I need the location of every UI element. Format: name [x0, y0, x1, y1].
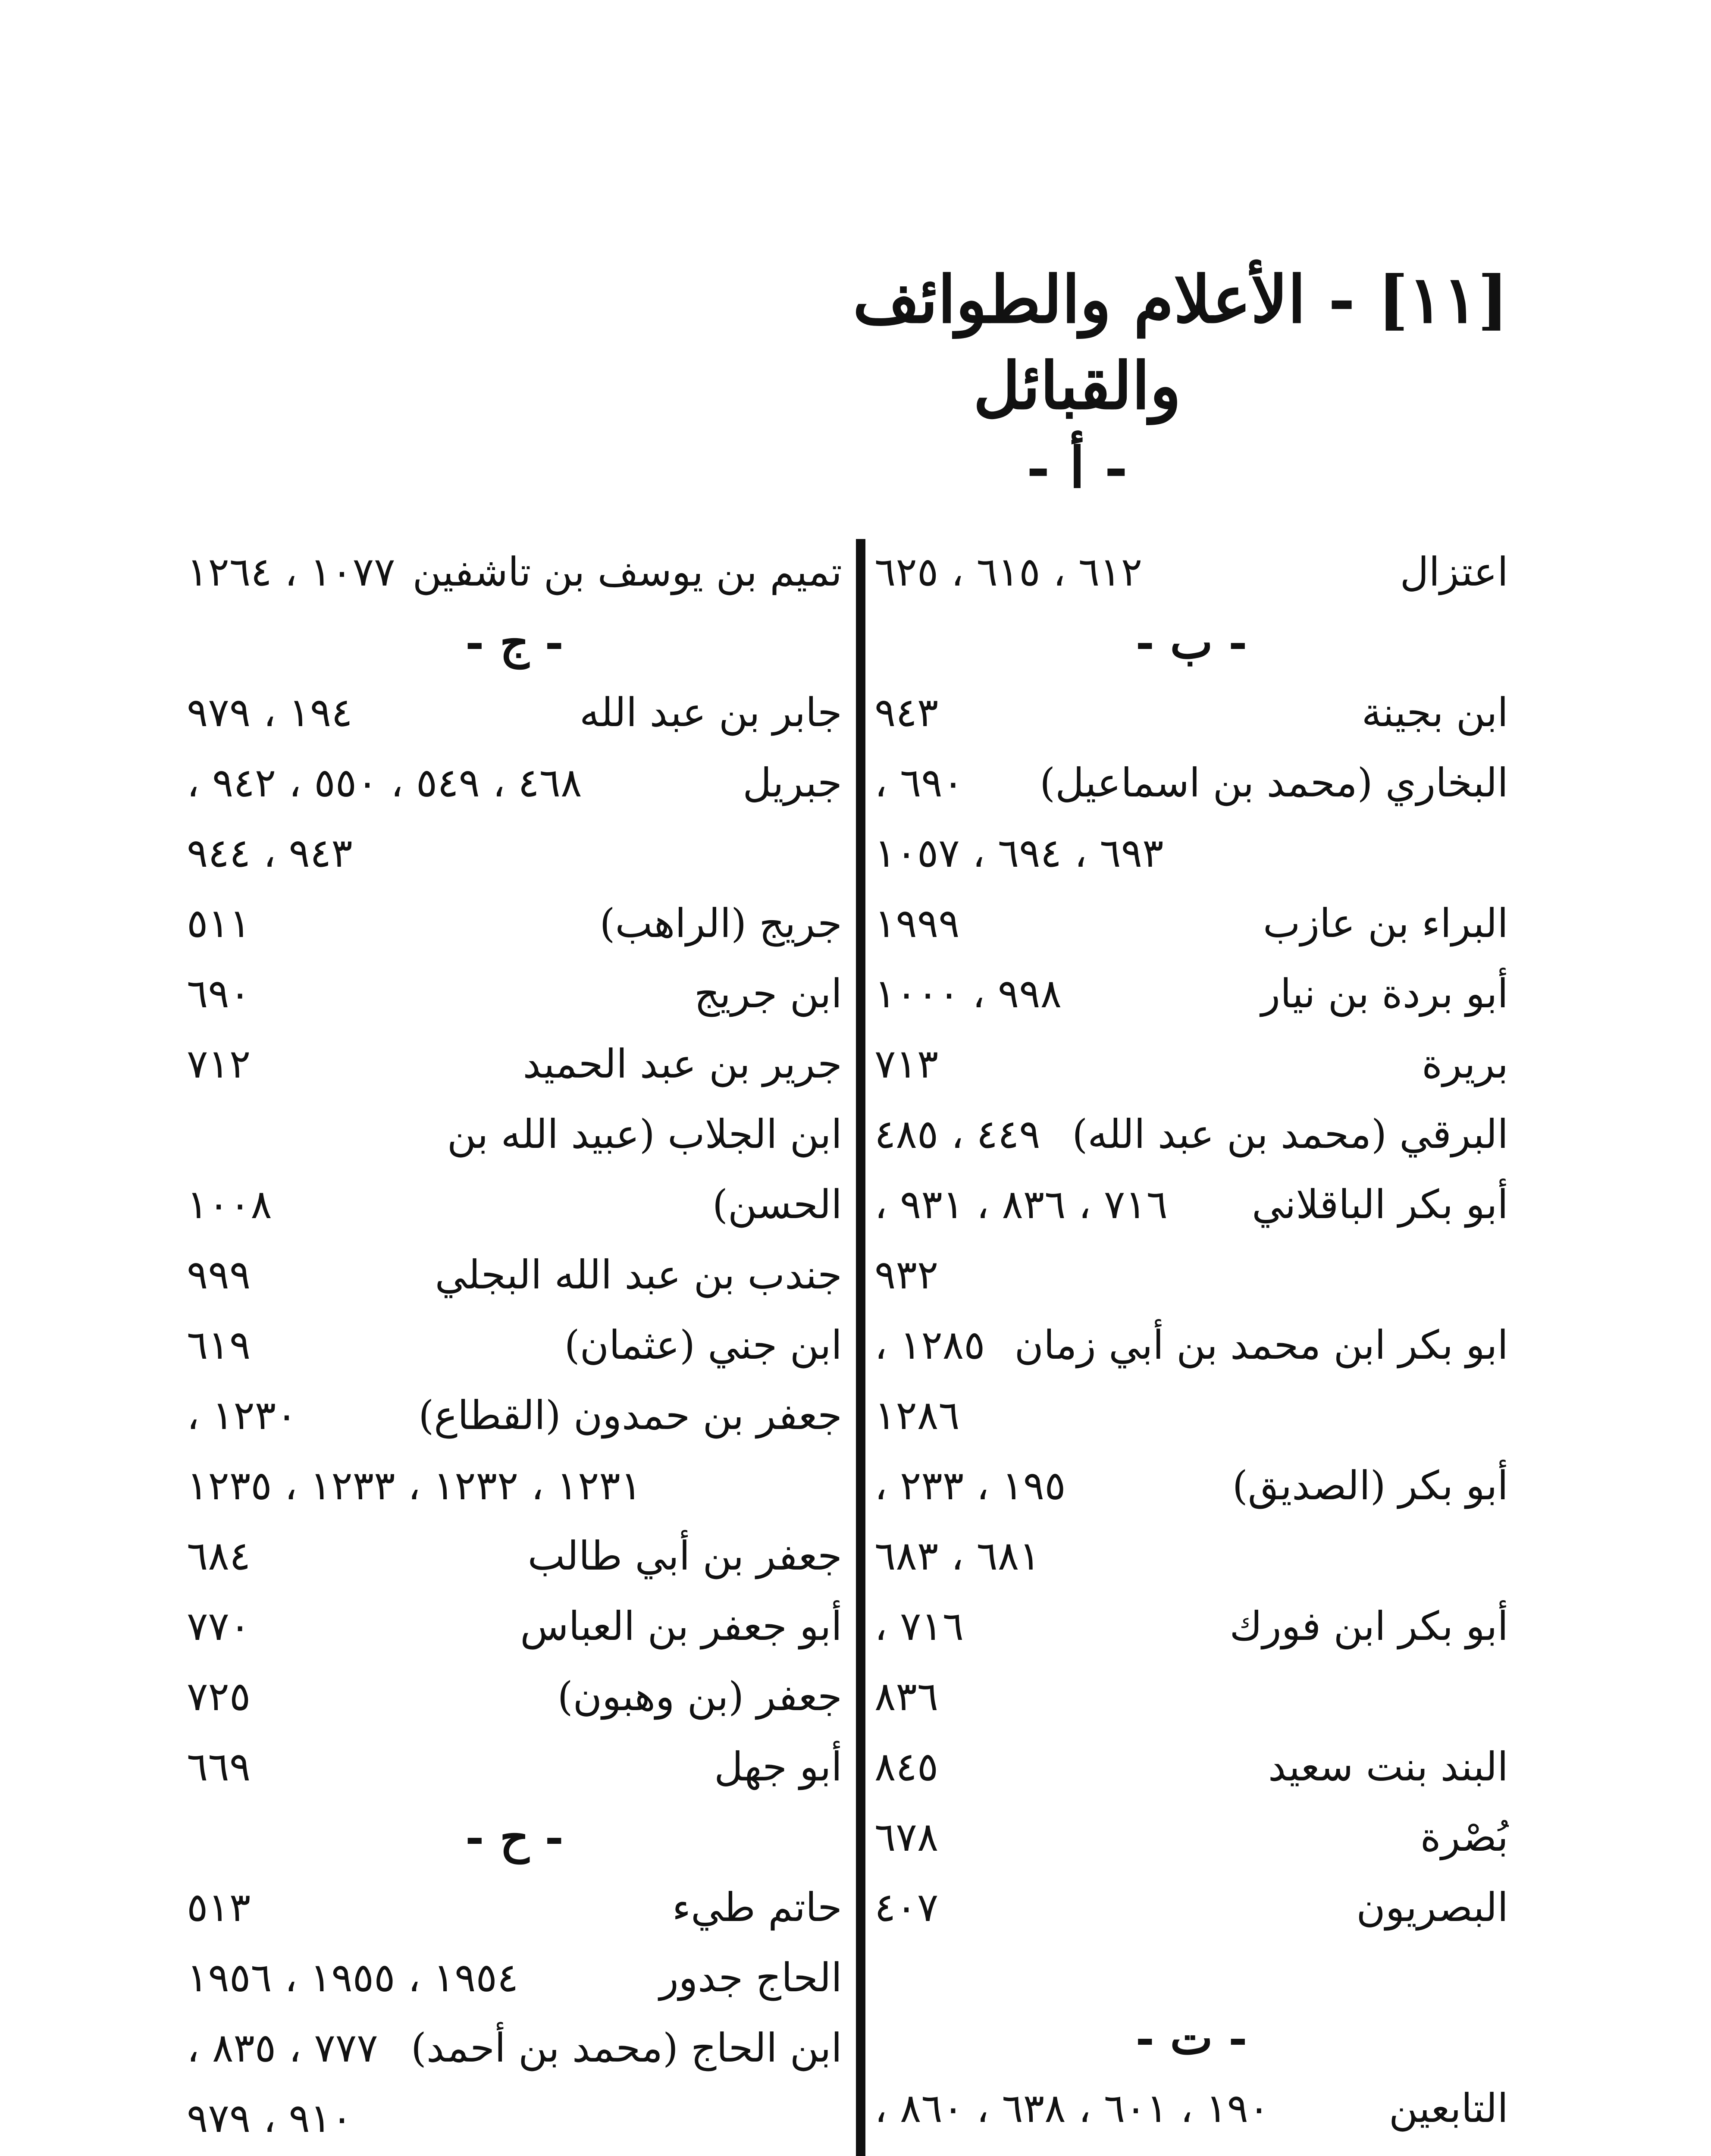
- section-heading: - ت -: [1135, 2011, 1247, 2065]
- page-title: [١١] - الأعلام والطوائف: [852, 262, 1508, 338]
- entry-page-refs: ٨٣٦: [874, 1673, 939, 1720]
- entry-page-refs: ٩٤٣ ، ٩٤٤: [187, 830, 353, 876]
- entry-page-refs: ١٩٩٩: [874, 900, 960, 946]
- index-column-right: [874, 537, 1508, 2156]
- entry-name: ابن بجينة: [1361, 689, 1508, 736]
- entry-page-refs: ١٩٤ ، ٩٧٩: [187, 689, 353, 736]
- entry-page-refs: ١٠٠٨: [187, 1181, 272, 1228]
- entry-page-refs: ١٩٥٤ ، ١٩٥٥ ، ١٩٥٦: [187, 1955, 519, 2001]
- entry-page-refs: ٤٠٧: [874, 1884, 939, 1930]
- entry-name: أبو بكر الباقلاني: [1252, 1181, 1508, 1228]
- entry-name: ابن الحاج (محمد بن أحمد): [411, 2025, 842, 2071]
- index-entry: [874, 959, 1508, 1029]
- index-entry: [874, 677, 1508, 748]
- entry-name: جبريل: [743, 760, 842, 806]
- index-entry: [187, 1451, 842, 1521]
- entry-page-refs: ٤٤٩ ، ٤٨٥: [874, 1111, 1040, 1157]
- entry-name: جريج (الراهب): [599, 900, 842, 946]
- entry-page-refs: ٧١٢: [187, 1041, 251, 1087]
- entry-page-refs: ١٢٣٠ ،: [187, 1392, 298, 1438]
- entry-name: حاتم طيء: [672, 1884, 842, 1930]
- entry-page-refs: ١٠٧٧ ، ١٢٦٤: [187, 549, 395, 595]
- entry-name: البصريون: [1356, 1884, 1508, 1930]
- entry-name: بريرة: [1422, 1041, 1508, 1087]
- index-entry: [874, 2073, 1508, 2143]
- index-entry: [187, 959, 842, 1029]
- entry-page-refs: ٦٧٨: [874, 1814, 939, 1860]
- index-entry: [874, 1451, 1508, 1521]
- entry-page-refs: ٦٨٤: [187, 1533, 251, 1579]
- page-title-continuation: والقبائل: [973, 348, 1181, 424]
- entry-page-refs: ٧٧٠: [187, 1603, 251, 1649]
- index-entry: [187, 1943, 842, 2013]
- entry-page-refs: [874, 2143, 960, 2156]
- section-heading: - ب -: [1135, 615, 1247, 669]
- entry-name: بُصْرة: [1420, 1814, 1508, 1860]
- index-entry: [874, 888, 1508, 959]
- entry-name: أبو جعفر بن العباس: [520, 1603, 842, 1649]
- entry-name: التابعين: [1388, 2085, 1508, 2131]
- section-heading-alif: - أ -: [1026, 435, 1128, 501]
- index-column-left: [187, 537, 842, 2156]
- entry-page-refs: ٧١٦ ، ٨٣٦ ، ٩٣١ ،: [874, 1181, 1168, 1228]
- entry-page-refs: ٦٩٠: [187, 971, 251, 1017]
- entry-page-refs: ٦٦٩: [187, 1744, 251, 1790]
- index-entry: [187, 1661, 842, 1732]
- entry-page-refs: ١٩٥ ، ٢٣٣ ،: [874, 1463, 1066, 1509]
- column-divider: [856, 539, 865, 2156]
- entry-page-refs: ٦٩٠ ،: [874, 760, 964, 806]
- entry-page-refs: ٦٩٣ ، ٦٩٤ ، ١٠٥٧: [874, 830, 1164, 876]
- section-heading: - ح -: [465, 1810, 564, 1864]
- entry-name: جعفر بن حمدون (القطاع): [418, 1392, 842, 1438]
- index-entry: [874, 1099, 1508, 1169]
- entry-name: أبو بكر (الصديق): [1232, 1463, 1508, 1509]
- index-entry: [874, 1169, 1508, 1240]
- index-entry: [187, 1732, 842, 1802]
- index-entry: [187, 1169, 842, 1240]
- entry-name: ابن جني (عثمان): [564, 1322, 842, 1368]
- entry-name: الحسن): [712, 1181, 842, 1228]
- entry-page-refs: ١٢٣١ ، ١٢٣٢ ، ١٢٣٣ ، ١٢٣٥: [187, 1463, 642, 1509]
- entry-page-refs: ٥١١: [187, 900, 251, 946]
- index-entry: [187, 2013, 842, 2083]
- page-header: [646, 259, 1508, 505]
- entry-page-refs: ٩٩٨ ، ١٠٠٠: [874, 971, 1062, 1017]
- entry-name: أبو بكر ابن فورك: [1229, 1603, 1508, 1649]
- entry-page-refs: ٦١٩: [187, 1322, 251, 1368]
- index-entry: [874, 1661, 1508, 1732]
- entry-page-refs: ٩٤٣: [874, 689, 939, 736]
- index-entry: [874, 748, 1508, 818]
- index-entry: [187, 1029, 842, 1099]
- index-entry: [874, 818, 1508, 888]
- entry-page-refs: ٩٩٩: [187, 1252, 251, 1298]
- spacer: [874, 1943, 1508, 2003]
- entry-page-refs: ٧٢٥: [187, 1673, 251, 1720]
- entry-name: ابن الجلاب (عبيد الله بن: [447, 1111, 842, 1157]
- section-heading: - ج -: [465, 615, 564, 669]
- index-entry: [187, 1310, 842, 1380]
- index-entry: [874, 1380, 1508, 1451]
- entry-page-refs: ٧٧٧ ، ٨٣٥ ،: [187, 2025, 378, 2071]
- entry-page-refs: ٩١٠ ، ٩٧٩: [187, 2095, 353, 2141]
- index-entry: [187, 677, 842, 748]
- entry-name: جعفر بن أبي طالب: [527, 1533, 842, 1579]
- index-entry: [874, 537, 1508, 607]
- entry-name: ابو بكر ابن محمد بن أبي زمان: [1014, 1322, 1508, 1368]
- index-entry: [874, 1591, 1508, 1661]
- entry-name: جندب بن عبد الله البجلي: [435, 1252, 842, 1298]
- entry-page-refs: ٥١٣: [187, 1884, 251, 1930]
- entry-page-refs: ٧١٣: [874, 1041, 939, 1087]
- entry-name: البرقي (محمد بن عبد الله): [1072, 1111, 1508, 1157]
- entry-page-refs: ١٩٠ ، ٦٠١ ، ٦٣٨ ، ٨٦٠ ،: [874, 2085, 1270, 2131]
- entry-page-refs: ٤٦٨ ، ٥٤٩ ، ٥٥٠ ، ٩٤٢ ،: [187, 760, 582, 806]
- entry-name: البراء بن عازب: [1263, 900, 1508, 946]
- entry-name: أبو جهل: [714, 1744, 842, 1790]
- index-entry: [874, 1802, 1508, 1872]
- index-entry: [187, 818, 842, 888]
- index-entry: [187, 888, 842, 959]
- index-entry: [187, 1099, 842, 1169]
- entry-name: أبو بردة بن نيار: [1261, 971, 1508, 1017]
- entry-name: جعفر (بن وهبون): [557, 1673, 842, 1720]
- index-entry: [187, 1521, 842, 1591]
- index-entry: [874, 1732, 1508, 1802]
- entry-page-refs: ٦١٢ ، ٦١٥ ، ٦٢٥: [874, 549, 1143, 595]
- entry-page-refs: ٩٣٢: [874, 1252, 939, 1298]
- index-entry: [874, 2143, 1508, 2156]
- entry-page-refs: ٧١٦ ،: [874, 1603, 964, 1649]
- entry-name: ابن جريج: [694, 971, 842, 1017]
- entry-name: جرير بن عبد الحميد: [523, 1041, 842, 1087]
- entry-name: اعتزال: [1400, 549, 1508, 595]
- index-entry: [874, 1240, 1508, 1310]
- index-entry: [874, 1872, 1508, 1943]
- index-entry: [874, 1029, 1508, 1099]
- entry-name: البخاري (محمد بن اسماعيل): [1040, 760, 1508, 806]
- entry-name: جابر بن عبد الله: [580, 689, 842, 736]
- index-entry: [187, 1872, 842, 1943]
- entry-page-refs: ٦٨١ ، ٦٨٣: [874, 1533, 1040, 1579]
- index-entry: [187, 537, 842, 607]
- index-entry: [187, 1591, 842, 1661]
- entry-name: تميم بن يوسف بن تاشفين: [412, 549, 842, 595]
- entry-name: الحاج جدور: [659, 1955, 842, 2001]
- index-entry: [874, 1521, 1508, 1591]
- index-entry: [187, 1240, 842, 1310]
- entry-page-refs: ١٢٨٦: [874, 1392, 960, 1438]
- index-entry: [187, 748, 842, 818]
- index-entry: [187, 2083, 842, 2153]
- entry-page-refs: ٨٤٥: [874, 1744, 939, 1790]
- entry-name: البند بنت سعيد: [1268, 1744, 1508, 1790]
- index-entry: [874, 1310, 1508, 1380]
- index-entry: [187, 1380, 842, 1451]
- entry-page-refs: ١٢٨٥ ،: [874, 1322, 985, 1368]
